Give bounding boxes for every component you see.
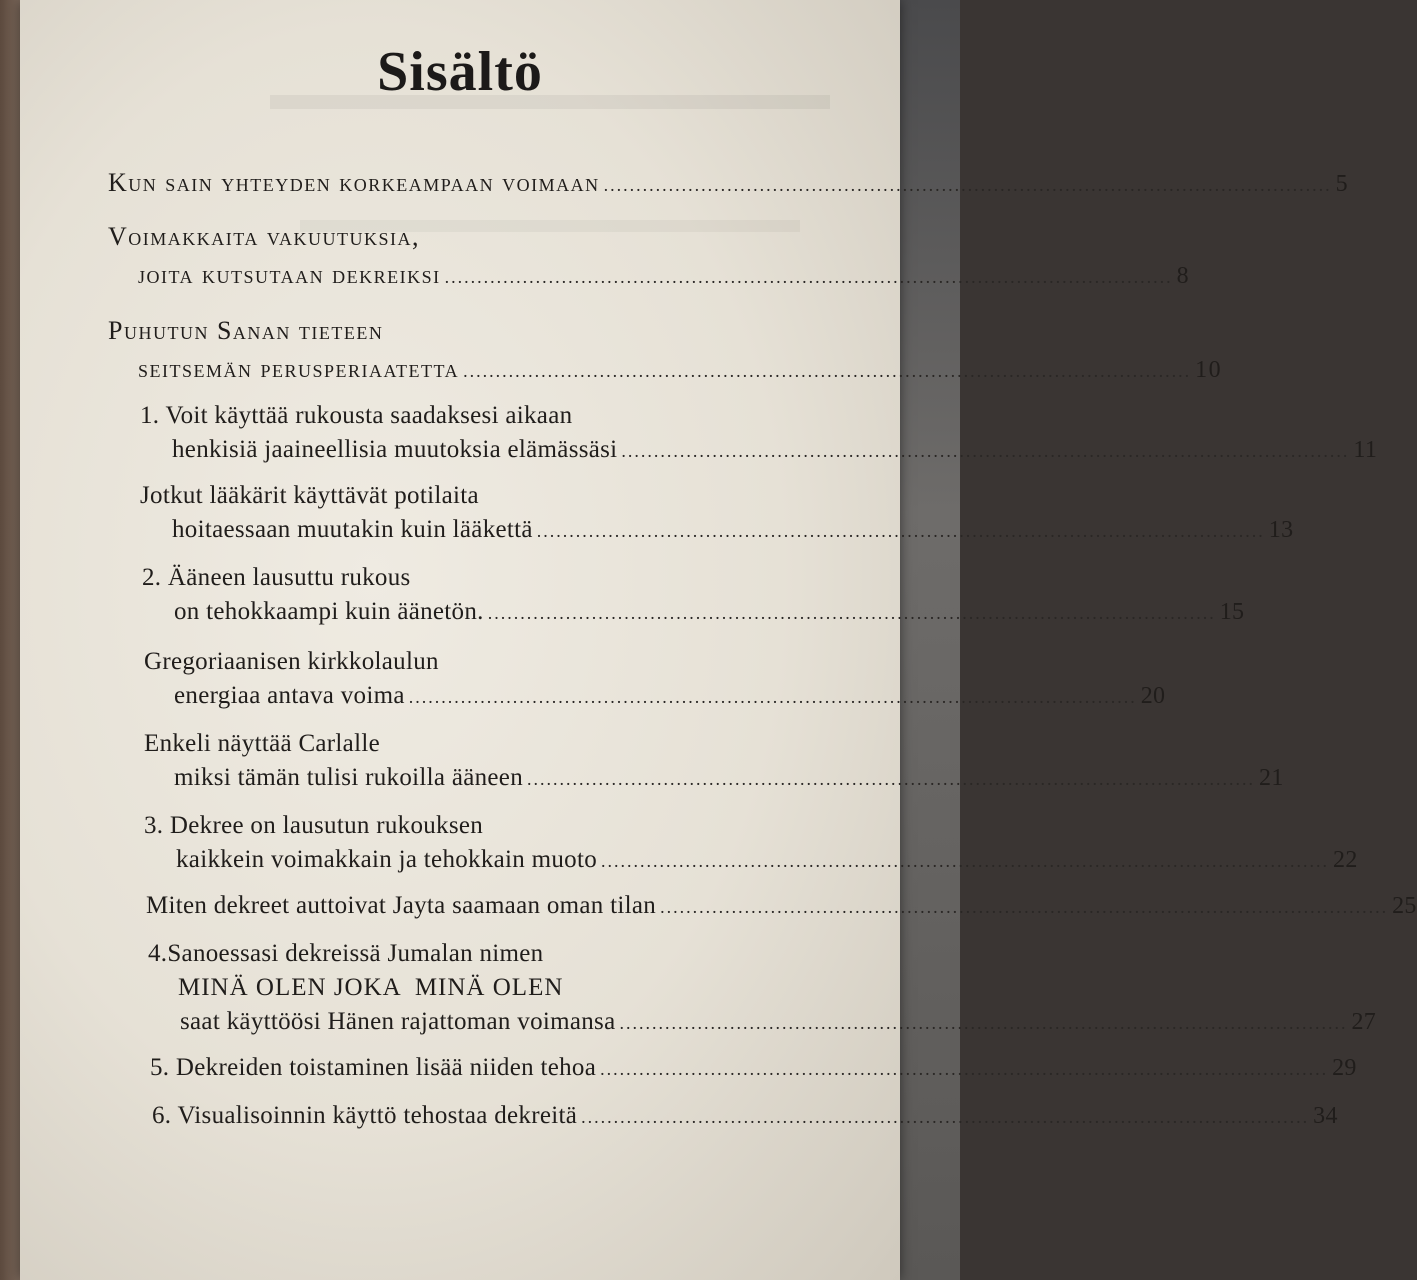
toc-entry-title: hoitaessaan muutakin kuin lääkettä [172,516,533,543]
toc-entry-title: Jotkut lääkärit käyttävät potilaita [140,482,479,509]
toc-page-number: 15 [1219,599,1245,625]
toc-page-number: 10 [1195,357,1223,383]
table-of-contents [20,0,1417,1280]
toc-entry-title: energiaa antava voima [174,682,405,709]
page-title: Sisältö [377,41,543,103]
toc-entry-title: Miten dekreet auttoivat Jayta saamaan oman tilan [146,892,657,919]
toc-entry [152,1102,1338,1130]
toc-entry-title: on tehokkaampi kuin äänetön. [174,598,484,625]
leader-dots: ................................................................................................................ [603,175,1332,195]
leader-dots: ................................................................................................................ [601,851,1330,871]
toc-page-number: 11 [1353,437,1378,463]
toc-entry [146,892,1417,920]
toc-entry [108,168,1350,198]
toc-page-number: 34 [1313,1103,1338,1129]
toc-entry-continuation [172,516,1294,544]
toc-entry-title: 5. Dekreiden toistaminen lisää niiden tehoa [150,1054,597,1081]
leader-dots: ................................................................................................................ [536,521,1265,541]
toc-entry-continuation [174,682,1166,710]
leader-dots: ................................................................................................................ [621,441,1350,461]
toc-entry-title: miksi tämän tulisi rukoilla ääneen [174,764,524,791]
leader-dots: ................................................................................................................ [527,769,1256,789]
toc-page-number: 29 [1332,1055,1357,1081]
toc-entry [144,730,834,758]
toc-page-number: 5 [1335,171,1350,197]
book-page [20,0,1417,1280]
toc-entry [148,940,838,968]
toc-entry-continuation [178,974,834,1002]
toc-entry [144,648,834,676]
toc-entry-title: 4.Sanoessasi dekreissä Jumalan nimen [148,940,544,967]
toc-entry-title: 3. Dekree on lausutun rukouksen [144,812,484,839]
leader-dots: ................................................................................................................ [487,603,1216,623]
toc-entry-title: seitsemän perusperiaatetta [138,354,460,383]
leader-dots: ................................................................................................................ [581,1107,1310,1127]
toc-entry-title: 1. Voit käyttää rukousta saadaksesi aikaan [140,402,573,429]
toc-page-number: 27 [1351,1009,1377,1035]
toc-entry [140,482,830,510]
toc-entry-title: Puhutun Sanan tieteen [108,316,384,345]
toc-entry-continuation [176,846,1358,874]
toc-entry [142,564,832,592]
toc-entry-title: henkisiä jaaineellisia muutoksia elämässäsi [172,436,618,463]
toc-entry-continuation [138,260,1191,290]
toc-entry-title: joita kutsutaan dekreiksi [138,260,441,289]
toc-entry-title: kaikkein voimakkain ja tehokkain muoto [176,846,598,873]
toc-entry-continuation [174,764,1284,792]
toc-entry-title: Kun sain yhteyden korkeampaan voimaan [108,168,600,197]
toc-entry-continuation [172,436,1378,464]
toc-page-number: 21 [1259,765,1284,791]
leader-dots: ................................................................................................................ [600,1059,1329,1079]
toc-entry [140,402,830,430]
toc-entry [144,812,834,840]
toc-entry-title: Enkeli näyttää Carlalle [144,730,380,757]
leader-dots: ................................................................................................................ [660,897,1389,917]
toc-page-number: 25 [1392,893,1417,919]
leader-dots: ................................................................................................................ [463,361,1192,381]
leader-dots: ................................................................................................................ [444,267,1173,287]
toc-entry-title: Voimakkaita vakuutuksia, [108,222,420,251]
toc-page-number: 22 [1333,847,1358,873]
toc-entry [150,1054,1357,1082]
toc-entry [108,222,818,252]
leader-dots: ................................................................................................................ [408,687,1137,707]
toc-entry-title: 6. Visualisoinnin käyttö tehostaa dekreitä [152,1102,578,1129]
toc-entry [108,316,818,346]
toc-entry-title: 2. Ääneen lausuttu rukous [142,564,411,591]
toc-page-number: 13 [1268,517,1294,543]
leader-dots: ................................................................................................................ [619,1013,1348,1033]
toc-entry-title: MINÄ OLEN JOKA MINÄ OLEN [178,974,564,1001]
toc-entry-title: saat käyttöösi Hänen rajattoman voimansa [180,1008,616,1035]
toc-entry-title: Gregoriaanisen kirkkolaulun [144,648,439,675]
toc-entry-continuation [174,598,1245,626]
toc-page-number: 20 [1140,683,1166,709]
toc-entry-continuation [138,354,1223,384]
toc-page-number: 8 [1176,263,1191,289]
toc-entry-continuation [180,1008,1377,1036]
